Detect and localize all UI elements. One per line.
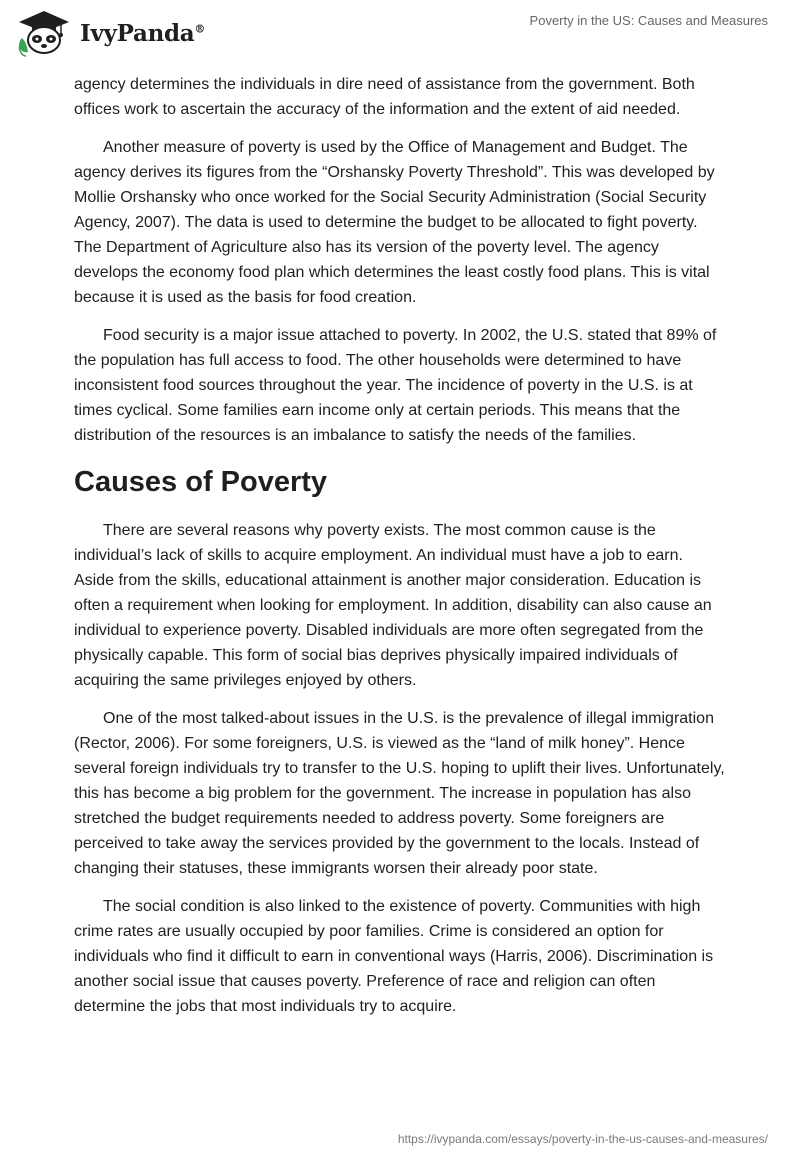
paragraph: There are several reasons why poverty exists. The most common cause is the individual’s lack of skills to acquire employment. An individual must have a job to earn. Aside from the skills, educational attainment is another major consideration. Education is often a requirement when looking for employment. In addition, disability can also cause an individual to experience poverty. Disabled individuals are more often segregated from the physically capable. This form of social bias deprives physically impaired individuals of acquiring the same privileges enjoyed by others. — [74, 522, 712, 689]
source-url[interactable]: https://ivypanda.com/essays/poverty-in-the-us-causes-and-measures/ — [397, 1132, 768, 1146]
paragraph: Another measure of poverty is used by the Office of Management and Budget. The agency derives its figures from the “Orshansky Poverty Threshold”. This was developed by Mollie Orshansky who once worked for the Social Security Administration (Social Security Agency, 2007). The data is used to determine the budget to be allocated to fight poverty. The Department of Agriculture also has its version of the poverty level. The agency develops the economy food plan which determines the least costly food plans. This is vital because it is used as the basis for food creation. — [74, 139, 715, 306]
panda-mascot-icon — [14, 8, 74, 58]
essay-body — [74, 72, 726, 1032]
brand-name: IvyPanda® — [80, 19, 206, 47]
page-header — [0, 0, 800, 70]
paragraph: The social condition is also linked to the existence of poverty. Communities with high crime rates are usually occupied by poor families. Crime is considered an option for individuals who find it difficult to earn in conventional ways (Harris, 2006). Discrimination is another social issue that causes poverty. Preference of race and religion can often determine the jobs that most individuals try to acquire. — [74, 898, 714, 1015]
paragraph: agency determines the individuals in dire need of assistance from the government. Both offices work to ascertain the accuracy of the information and the extent of aid needed. — [74, 76, 695, 118]
document-title: Poverty in the US: Causes and Measures — [529, 13, 768, 28]
paragraph: Food security is a major issue attached to poverty. In 2002, the U.S. stated that 89% of the population has full access to food. The other households were determined to have inconsistent food sources throughout the year. The incidence of poverty in the U.S. is at times cyclical. Some families earn income only at certain periods. This means that the distribution of the resources is an imbalance to satisfy the needs of the families. — [74, 327, 717, 444]
paragraph: One of the most talked-about issues in the U.S. is the prevalence of illegal immigration (Rector, 2006). For some foreigners, U.S. is viewed as the “land of milk honey”. Hence several foreign individuals try to transfer to the U.S. hoping to uplift their lives. Unfortunately, this has become a big problem for the government. The increase in population has also stretched the budget requirements needed to address poverty. Some foreigners are perceived to take away the services provided by the government to the locals. Instead of changing their statuses, these immigrants worsen their already poor state. — [74, 710, 725, 877]
section-heading: Causes of Poverty — [74, 466, 328, 498]
ivypanda-logo[interactable] — [14, 8, 205, 58]
